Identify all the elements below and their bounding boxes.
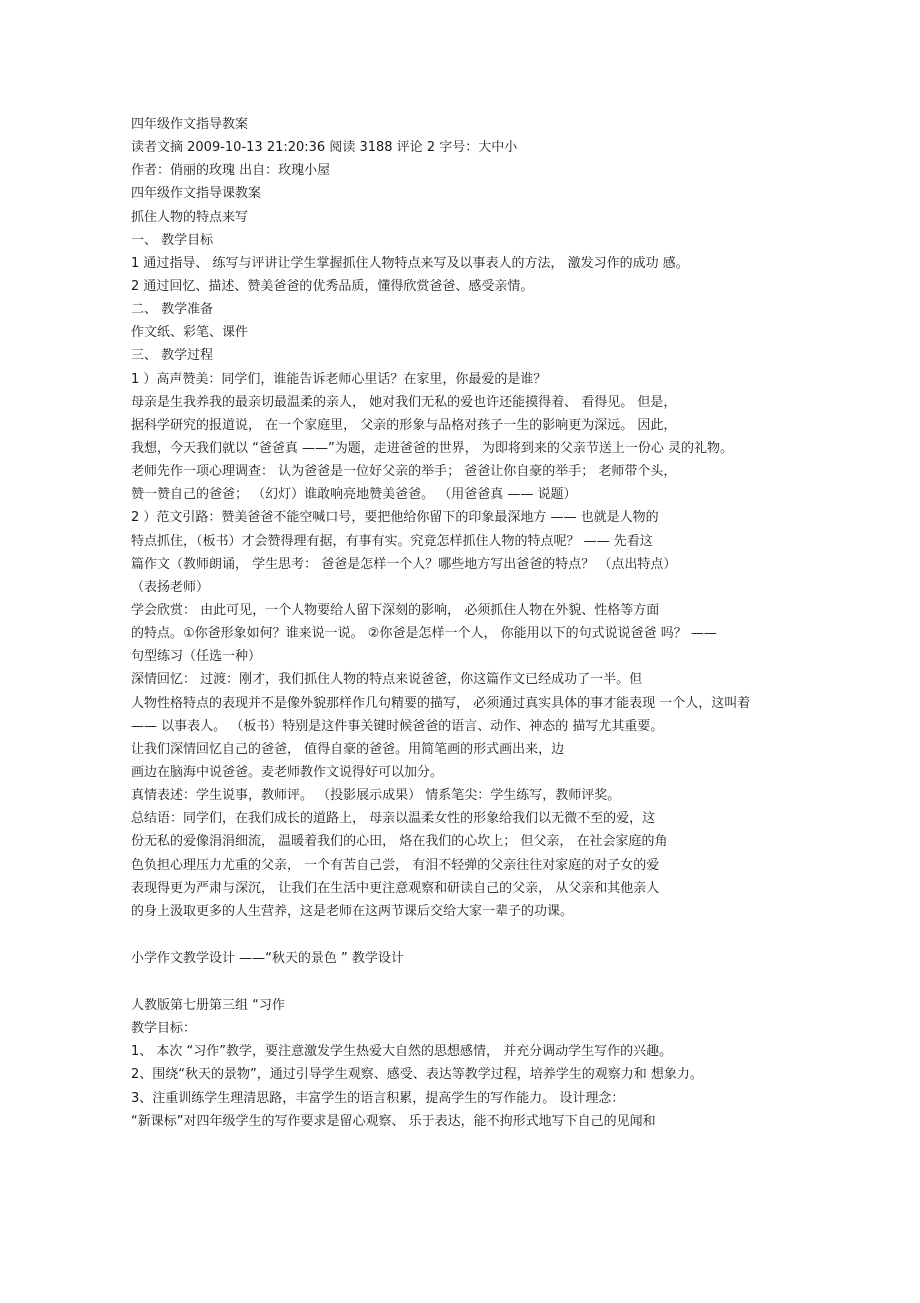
paragraph-line: 赞一赞自己的爸爸； （幻灯）谁敢响亮地赞美爸爸。 （用爸爸真 —— 说题） <box>131 487 577 503</box>
paragraph-line: 让我们深情回忆自己的爸爸， 值得自豪的爸爸。用简笔画的形式画出来，边 <box>131 741 565 757</box>
paragraph-line: 表现得更为严肃与深沉， 让我们在生活中更注意观察和研读自己的父亲， 从父亲和其他亲人 <box>131 880 660 896</box>
paragraph-line: 1、 本次 “习作”教学，要注意激发学生热爱大自然的思想感情， 并充分调动学生写作的兴趣。 <box>131 1044 673 1060</box>
paragraph-line: 2、围绕“秋天的景物”，通过引导学生观察、感受、表达等教学过程，培养学生的观察力和 想象力。 <box>131 1067 703 1083</box>
section-heading: 一、 教学目标 <box>131 232 214 248</box>
paragraph-line: 画边在脑海中说爸爸。麦老师教作文说得好可以加分。 <box>131 764 444 780</box>
lesson-subtitle: 抓住人物的特点来写 <box>131 209 249 225</box>
paragraph-line: 篇作文（教师朗诵， 学生思考： 爸爸是怎样一个人？哪些地方写出爸爸的特点？ （点出特点） <box>131 556 677 572</box>
blank-line <box>131 970 831 994</box>
paragraph-line: 3、注重训练学生理清思路，丰富学生的语言积累，提高学生的写作能力。 设计理念： <box>131 1090 625 1106</box>
paragraph-line: 深情回忆： 过渡：刚才，我们抓住人物的特点来说爸爸，你这篇作文已经成功了一半。但 <box>131 672 643 688</box>
lesson-plan-title: 四年级作文指导课教案 <box>131 186 262 202</box>
document-body <box>131 113 831 1133</box>
article-meta: 读者文摘 2009-10-13 21:20:36 阅读 3188 评论 2 字号：大中小 <box>131 140 518 156</box>
blank-line <box>131 923 831 947</box>
paragraph-line: 句型练习（任选一种） <box>131 649 262 665</box>
paragraph-line: 人物性格特点的表现并不是像外貌那样作几句精要的描写， 必须通过真实具体的事才能表现 一个人，这叫着 <box>131 695 751 711</box>
paragraph-line: 份无私的爱像涓涓细流， 温暖着我们的心田， 烙在我们的心坎上； 但父亲， 在社会家庭的角 <box>131 834 668 850</box>
paragraph-line: 2 ）范文引路：赞美爸爸不能空喊口号，要把他给你留下的印象最深地方 —— 也就是人物的 <box>131 510 659 526</box>
paragraph-line: “新课标”对四年级学生的写作要求是留心观察、 乐于表达，能不拘形式地写下自己的见闻和 <box>131 1113 656 1129</box>
document-title: 四年级作文指导教案 <box>131 117 249 132</box>
paragraph-line: （表扬老师） <box>131 579 210 595</box>
paragraph-line: —— 以事表人。 （板书）特别是这件事关键时候爸爸的语言、动作、神态的 描写尤其重要。 <box>131 718 664 734</box>
paragraph-line: 老师先作一项心理调查： 认为爸爸是一位好父亲的举手； 爸爸让你自豪的举手； 老师带个头， <box>131 464 677 480</box>
paragraph-line: 据科学研究的报道说， 在一个家庭里， 父亲的形象与品格对孩子一生的影响更为深远。 因此， <box>131 417 677 433</box>
paragraph-line: 的身上汲取更多的人生营养，这是老师在这两节课后交给大家一辈子的功课。 <box>131 903 574 919</box>
paragraph-line: 母亲是生我养我的最亲切最温柔的亲人， 她对我们无私的爱也许还能摸得着、 看得见。 但是， <box>131 394 677 410</box>
paragraph-line: 1 通过指导、 练写与评讲让学生掌握抓住人物特点来写及以事表人的方法， 激发习作的成功 感。 <box>131 255 689 271</box>
paragraph-line: 学会欣赏： 由此可见，一个人物要给人留下深刻的影响， 必须抓住人物在外貌、性格等方面 <box>131 602 660 618</box>
paragraph-line: 特点抓住，（板书）才会赞得理有据，有事有实。究竟怎样抓住人物的特点呢？ —— 先看这 <box>131 533 653 549</box>
paragraph-line: 作文纸、彩笔、课件 <box>131 325 249 341</box>
paragraph-line: 总结语：同学们，在我们成长的道路上， 母亲以温柔女性的形象给我们以无微不至的爱，这 <box>131 811 656 827</box>
paragraph-line: 色负担心理压力尤重的父亲， 一个有苦自己尝， 有泪不轻弹的父亲往往对家庭的对子女的爱 <box>131 857 660 873</box>
section-heading: 教学目标： <box>131 1021 197 1037</box>
section-heading: 三、 教学过程 <box>131 348 214 364</box>
second-article-title: 小学作文教学设计 ——“秋天的景色 ” 教学设计 <box>131 950 404 966</box>
paragraph-line: 2 通过回忆、描述、赞美爸爸的优秀品质，懂得欣赏爸爸、感受亲情。 <box>131 278 534 294</box>
author-line: 作者：俏丽的玫瑰 出自：玫瑰小屋 <box>131 163 331 179</box>
paragraph-line: 真情表述：学生说事，教师评。 （投影展示成果） 情系笔尖：学生练写，教师评奖。 <box>131 788 621 804</box>
paragraph-line: 我想，今天我们就以 “爸爸真 ——”为题，走进爸爸的世界， 为即将到来的父亲节送上一份心 灵的礼物。 <box>131 440 733 456</box>
paragraph-line: 的特点。①你爸形象如何？谁来说一说。 ②你爸是怎样一个人， 你能用以下的句式说说爸爸 吗？ —— <box>131 626 717 642</box>
textbook-reference: 人教版第七册第三组 “习作 <box>131 998 285 1014</box>
paragraph-line: 1 ）高声赞美：同学们，谁能告诉老师心里话？在家里，你最爱的是谁？ <box>131 371 547 387</box>
section-heading: 二、 教学准备 <box>131 302 214 318</box>
